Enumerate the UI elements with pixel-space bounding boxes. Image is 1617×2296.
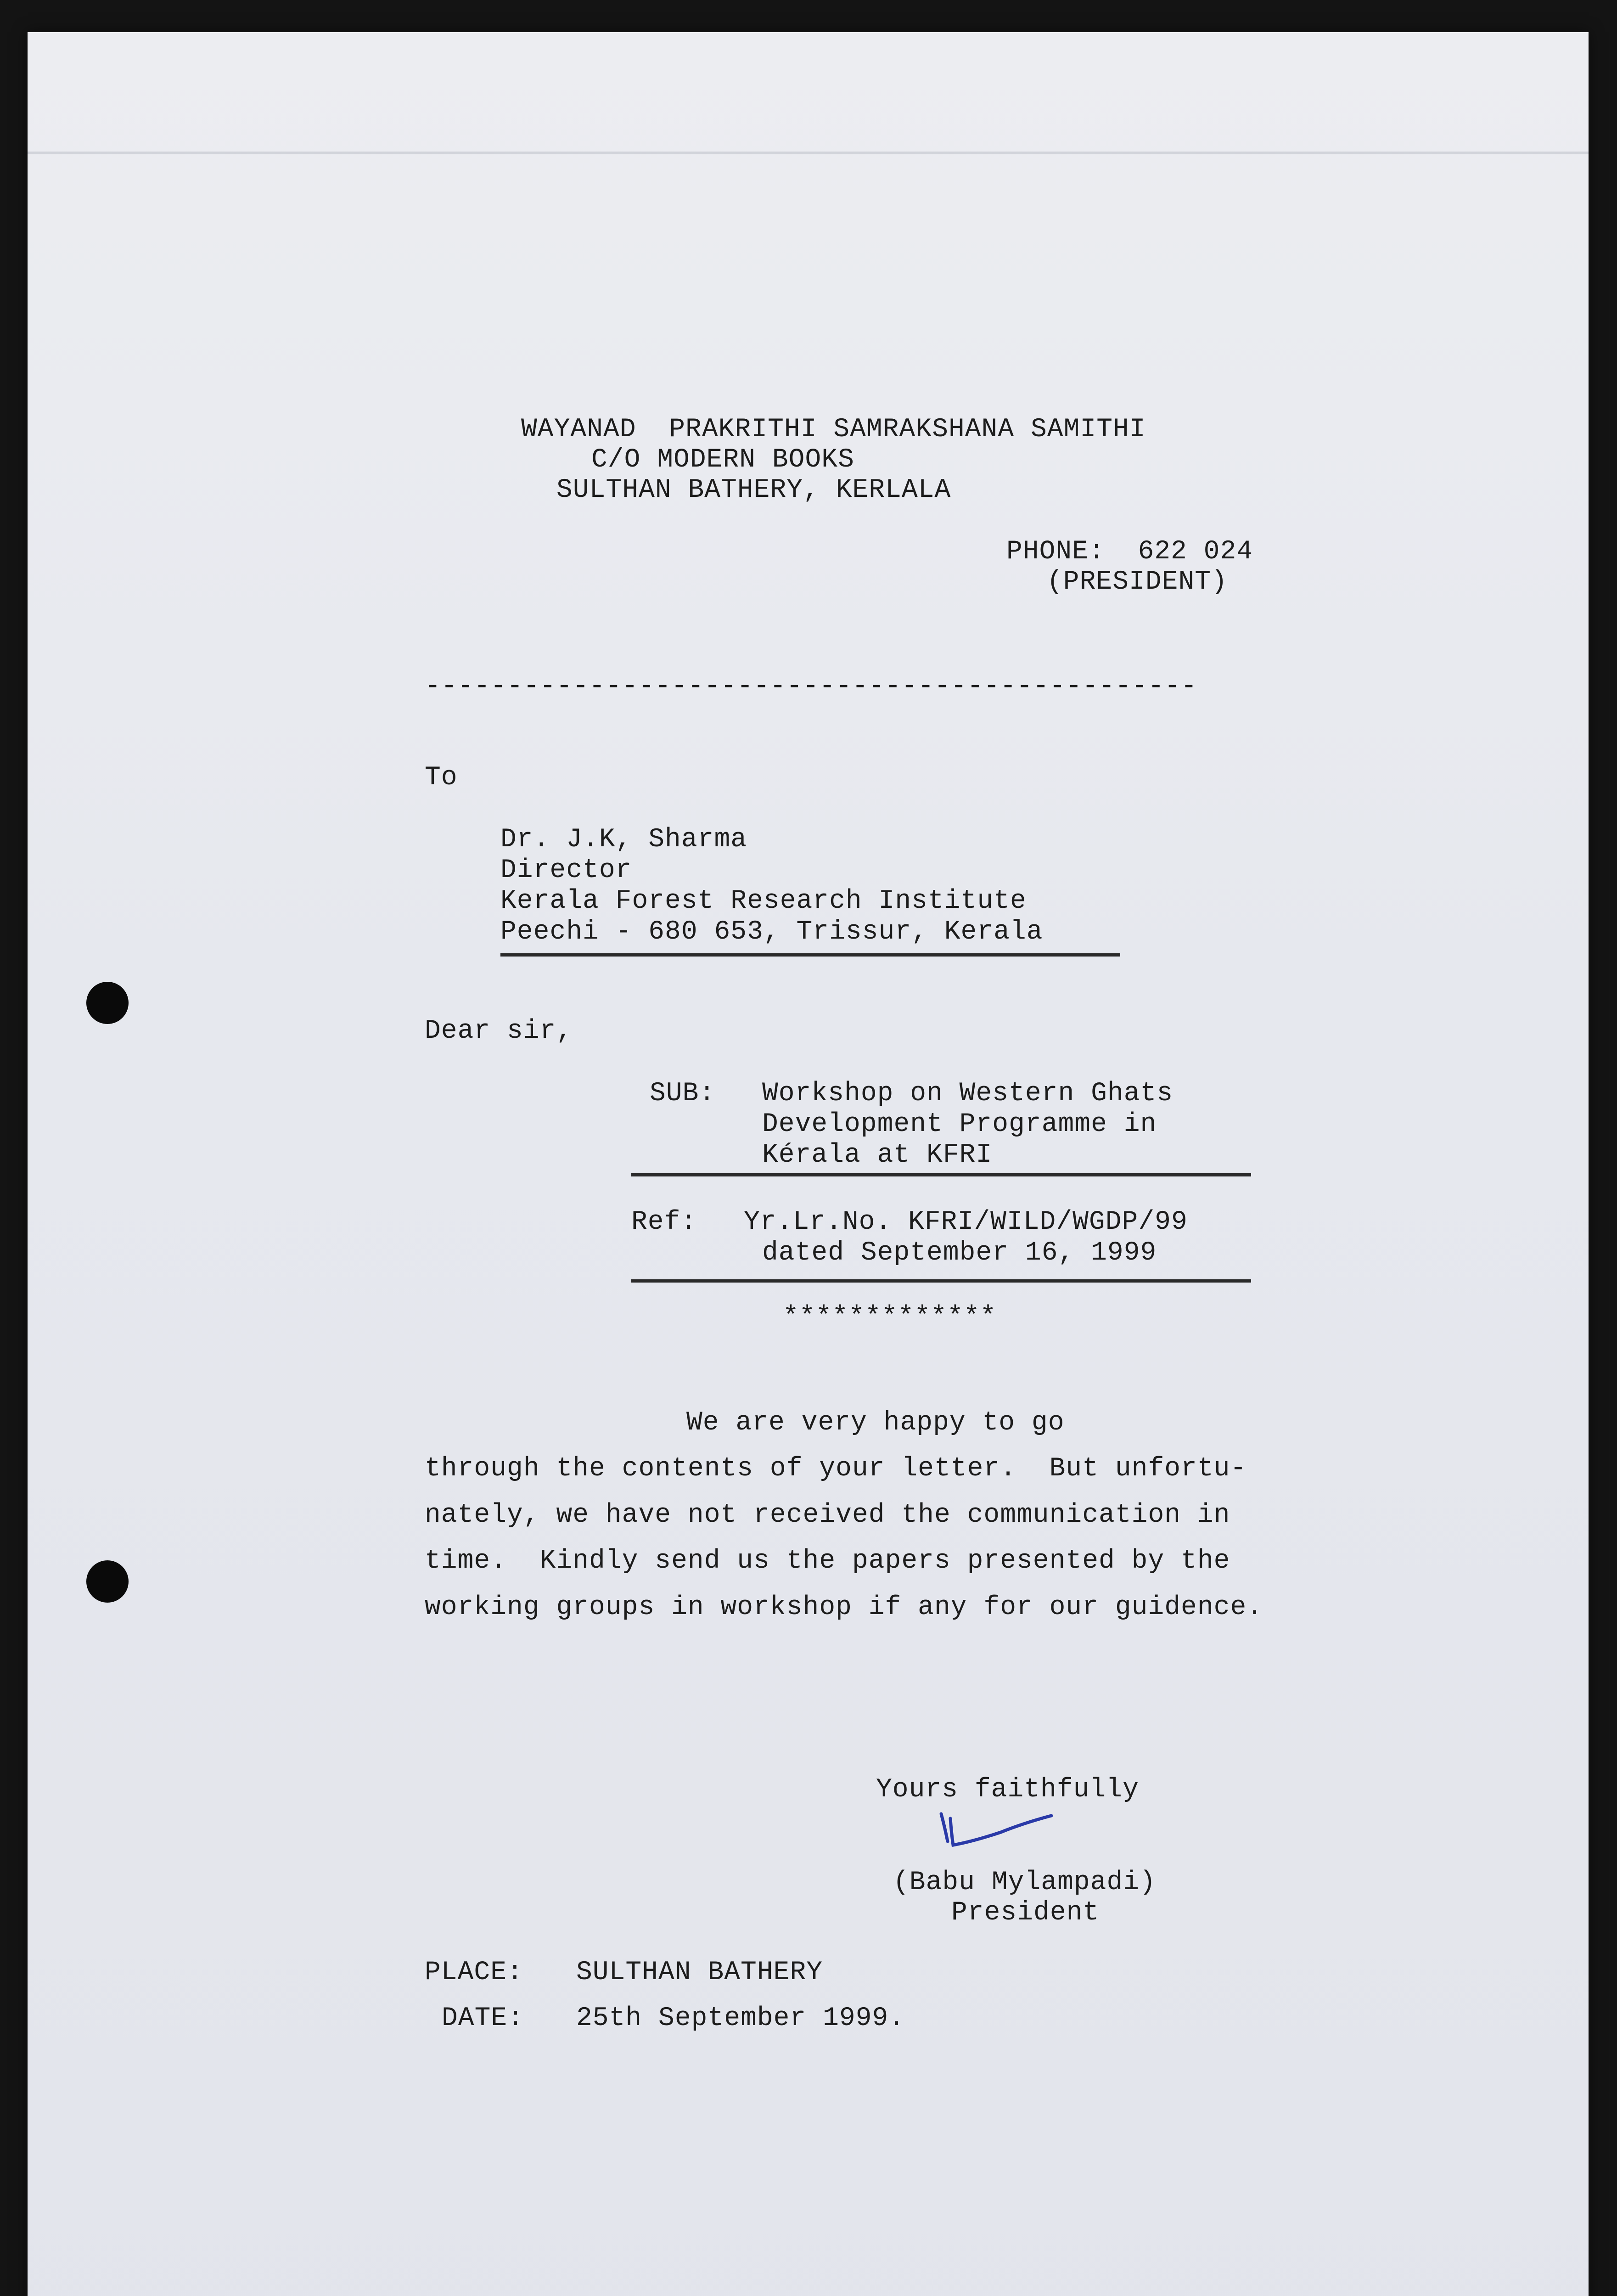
handwritten-signature — [932, 1809, 1070, 1869]
subject-line: Kérala at KFRI — [762, 1140, 993, 1170]
date-label: DATE: — [442, 2003, 524, 2033]
subject-label: SUB: — [650, 1079, 716, 1109]
paper-fold-crease — [28, 152, 1589, 154]
body-line: time. Kindly send us the papers presented by the — [425, 1546, 1230, 1576]
letterhead-separator: ----------------------------------------------- — [425, 672, 1197, 702]
body-line: working groups in workshop if any for our guidence. — [425, 1593, 1263, 1622]
reference-label: Ref: — [631, 1207, 697, 1237]
letterhead-city: SULTHAN BATHERY, KERLALA — [556, 475, 951, 505]
date-value: 25th September 1999. — [576, 2003, 905, 2033]
body-line: through the contents of your letter. But unfortu- — [425, 1454, 1247, 1484]
recipient-title: Director — [500, 855, 632, 885]
recipient-underline — [500, 953, 1120, 957]
letterhead-org-name: WAYANAD PRAKRITHI SAMRAKSHANA SAMITHI — [521, 415, 1146, 445]
place-value: SULTHAN BATHERY — [576, 1958, 823, 1987]
subject-line: Workshop on Western Ghats — [762, 1079, 1173, 1109]
punch-hole-top — [86, 982, 129, 1024]
letterhead-phone-note: (PRESIDENT) — [1047, 567, 1228, 597]
reference-line: dated September 16, 1999 — [762, 1238, 1157, 1268]
reference-underline — [631, 1279, 1251, 1283]
place-label: PLACE: — [425, 1958, 523, 1987]
letterhead-care-of: C/O MODERN BOOKS — [591, 445, 854, 475]
recipient-address: Peechi - 680 653, Trissur, Kerala — [500, 917, 1043, 947]
closing-designation: President — [951, 1898, 1100, 1928]
recipient-to: To — [425, 763, 458, 793]
letterhead-phone: PHONE: 622 024 — [1006, 537, 1253, 567]
punch-hole-bottom — [86, 1560, 129, 1603]
body-line: We are very happy to go — [686, 1408, 1065, 1438]
asterisk-divider: ************* — [783, 1302, 997, 1332]
recipient-name: Dr. J.K, Sharma — [500, 825, 747, 855]
body-line: nately, we have not received the communication in — [425, 1500, 1230, 1530]
reference-line: Yr.Lr.No. KFRI/WILD/WGDP/99 — [744, 1207, 1188, 1237]
recipient-institution: Kerala Forest Research Institute — [500, 886, 1027, 916]
subject-underline — [631, 1173, 1251, 1176]
salutation: Dear sir, — [425, 1016, 573, 1046]
closing-valediction: Yours faithfully — [876, 1775, 1139, 1805]
subject-line: Development Programme in — [762, 1109, 1157, 1139]
closing-signatory: (Babu Mylampadi) — [893, 1868, 1156, 1897]
